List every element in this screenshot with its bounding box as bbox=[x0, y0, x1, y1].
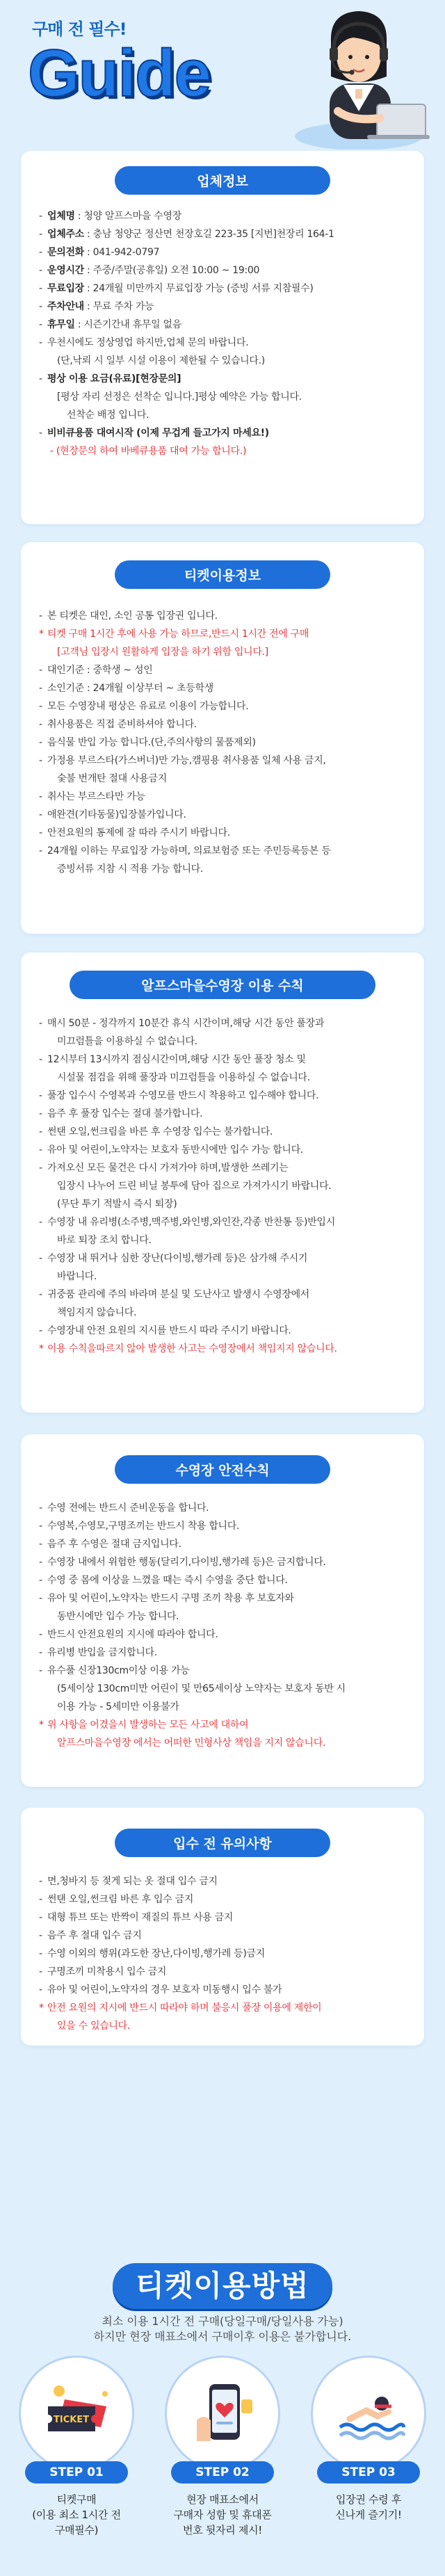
list-item: - 풀장 입수시 수영복과 수영모를 반드시 착용하고 입수해야 합니다. bbox=[39, 1087, 406, 1105]
swimmer-icon bbox=[336, 2379, 405, 2448]
list-item: 있을 수 있습니다. bbox=[57, 2020, 131, 2032]
ticket-info-list bbox=[21, 607, 424, 878]
list-item: - 무료입장 : 24개월 미만까지 무료입장 가능 (증빙 서류 지참필수) bbox=[39, 280, 406, 298]
howto-description: 최소 이용 1시간 전 구매(당일구매/당일사용 가능) 하지만 현장 매표소에서 구매이후 이용은 불가합니다. bbox=[93, 2315, 352, 2343]
before-entry-title: 입수 전 유의사항 bbox=[115, 1829, 330, 1857]
list-item: 선착순 배정 입니다. bbox=[67, 410, 149, 421]
list-item: - 수영장 내 뛰거나 심한 장난(다이빙,행가레 등)은 삼가해 주시기 bbox=[39, 1249, 406, 1267]
list-item: - 우천시에도 정상영업 하지만,업체 문의 바랍니다. bbox=[39, 334, 406, 352]
list-item: 미끄럼틀을 이용하실 수 없습니다. bbox=[57, 1036, 197, 1047]
step-3 bbox=[307, 2356, 430, 2522]
header-kicker: 구매 전 필수! bbox=[32, 19, 127, 39]
list-item: - 유아 및 어린이,노약자는 보호자 동반시에만 입수 가능 합니다. bbox=[39, 1141, 406, 1159]
list-item: - 비비큐용품 대여시작 (이제 무겁게 들고가지 마세요!) bbox=[39, 424, 406, 442]
step-2-badge: STEP 02 bbox=[171, 2461, 274, 2484]
list-item: - 업체주소 : 충남 청양군 정산면 천장호길 223-35 [지번]천장리 164-1 bbox=[39, 225, 406, 243]
list-item: - 모든 수영장내 평상은 유료로 이용이 가능합니다. bbox=[39, 697, 406, 715]
ticket-info-title: 티켓이용정보 bbox=[115, 560, 330, 589]
list-item: 바랍니다. bbox=[57, 1271, 97, 1282]
list-item: 동반시에만 입수 가능 합니다. bbox=[57, 1611, 179, 1622]
list-item: - 수영장 내 유리병(소주병,맥주병,와인병,와인잔,각종 반찬통 등)반입시 bbox=[39, 1213, 406, 1231]
header-title: Guide bbox=[28, 36, 211, 111]
list-item: - 24개월 이하는 무료입장 가능하며, 의료보험증 또는 주민등록등본 등 bbox=[39, 842, 406, 860]
list-item: - 유아 및 어린이,노약자는 반드시 구명 조끼 착용 후 보호자와 bbox=[39, 1589, 406, 1607]
list-item: 바로 퇴장 조치 합니다. bbox=[57, 1235, 152, 1246]
phone-icon bbox=[190, 2379, 259, 2448]
list-item: - 구명조끼 미착용시 입수 금지 bbox=[39, 1963, 406, 1981]
list-item: - 애완견(기타동물)입장불가입니다. bbox=[39, 806, 406, 824]
pool-rules-list bbox=[21, 1014, 424, 1358]
guide-header bbox=[0, 0, 445, 160]
list-item: - 소인기준 : 24개월 이상부터 ~ 초등학생 bbox=[39, 679, 406, 697]
list-item: * 위 사항을 어겼을시 발생하는 모든 사고에 대하여 bbox=[39, 1716, 406, 1734]
list-item: - 유리병 반입을 금지합니다. bbox=[39, 1644, 406, 1662]
ticket-icon bbox=[44, 2379, 113, 2448]
before-entry-card bbox=[21, 1808, 424, 2046]
list-item: 알프스마을수영장 에서는 어떠한 민형사상 책임을 지지 않습니다. bbox=[57, 1737, 326, 1749]
list-item: 시설물 점검을 위해 풀장과 미끄럼틀을 이용하실 수 없습니다. bbox=[57, 1072, 310, 1083]
list-item: - 수영 이외의 행위(과도한 장난,다이빙,행가레 등)금지 bbox=[39, 1945, 406, 1963]
list-item: * 티켓 구매 1시간 후에 사용 가능 하므로,반드시 1시간 전에 구매 bbox=[39, 625, 406, 643]
call-center-staff-icon bbox=[289, 0, 435, 149]
howto-title: 티켓이용방법 bbox=[113, 2263, 332, 2309]
step-2-description: 현장 매표소에서 구매자 성함 및 휴대폰 번호 뒷자리 제시! bbox=[173, 2493, 272, 2536]
list-item: - 수영 전에는 반드시 준비운동을 합니다. bbox=[39, 1499, 406, 1517]
list-item: - 음주 후 절대 입수 금지 bbox=[39, 1927, 406, 1945]
list-item: - 수영장 내에서 위험한 행동(달리기,다이빙,행가레 등)은 금지합니다. bbox=[39, 1553, 406, 1571]
step-3-badge: STEP 03 bbox=[317, 2461, 420, 2484]
list-item: - 본 티켓은 대인, 소인 공통 입장권 입니다. bbox=[39, 607, 406, 625]
safety-rules-title: 수영장 안전수칙 bbox=[115, 1455, 330, 1484]
list-item: - 매시 50분 - 정각까지 10분간 휴식 시간이며,해당 시간 동안 풀장과 bbox=[39, 1014, 406, 1032]
list-item: - 취사용품은 직접 준비하셔야 합니다. bbox=[39, 715, 406, 734]
list-item: * 안전 요원의 지시에 반드시 따라야 하며 불응시 풀장 이용에 제한이 bbox=[39, 1999, 406, 2017]
list-item: - 휴무일 : 시즌기간내 휴무일 없음 bbox=[39, 316, 406, 334]
list-item: 책임지지 않습니다. bbox=[57, 1307, 137, 1318]
list-item: - 수영복,수영모,구명조끼는 반드시 착용 합니다. bbox=[39, 1517, 406, 1535]
list-item: - 12시부터 13시까지 점심시간이며,해당 시간 동안 풀장 청소 및 bbox=[39, 1051, 406, 1069]
list-item: - 썬탠 오일,썬크림을 바른 후 수영장 입수는 불가합니다. bbox=[39, 1123, 406, 1141]
safety-rules-list bbox=[21, 1499, 424, 1752]
list-item: - 수영장내 안전 요원의 지시를 반드시 따라 주시기 바랍니다. bbox=[39, 1322, 406, 1340]
list-item: [평상 자리 선정은 선착순 입니다.]평상 예약은 가능 합니다. bbox=[57, 391, 302, 403]
list-item: - 가정용 부르스타(가스버너)만 가능,캠핑용 취사용품 일체 사용 금지, bbox=[39, 752, 406, 770]
step-1-description: 티켓구매 (이용 최소 1시간 전 구매필수) bbox=[32, 2493, 121, 2536]
list-item: - 취사는 부르스타만 가능 bbox=[39, 788, 406, 806]
venue-info-title: 업체정보 bbox=[115, 166, 330, 195]
pool-rules-title: 알프스마을수영장 이용 수칙 bbox=[70, 971, 375, 999]
svg-text:TICKET: TICKET bbox=[54, 2415, 90, 2425]
step-3-circle bbox=[311, 2356, 426, 2471]
step-1-badge: STEP 01 bbox=[25, 2461, 128, 2484]
step-3-description: 입장권 수령 후 신나게 즐기기! bbox=[335, 2493, 402, 2521]
list-item: - 음주 후 풀장 입수는 절대 불가합니다. bbox=[39, 1105, 406, 1123]
list-item: - 귀중품 관리에 주의 바라며 분실 및 도난사고 발생시 수영장에서 bbox=[39, 1286, 406, 1304]
list-item: - 썬탠 오일,썬크림 바른 후 입수 금지 bbox=[39, 1890, 406, 1909]
pool-rules-card bbox=[21, 953, 424, 1413]
list-item: - 평상 이용 요금(유료)[현장문의] bbox=[39, 370, 406, 388]
list-item: - 음주 후 수영은 절대 금지입니다. bbox=[39, 1535, 406, 1553]
list-item: - 대형 튜브 또는 반짝이 재질의 튜브 사용 금지 bbox=[39, 1909, 406, 1927]
list-item: - 대인기준 : 중학생 ~ 성인 bbox=[39, 661, 406, 679]
list-item: (단,낙뢰 시 일부 시설 이용이 제한될 수 있습니다.) bbox=[57, 355, 265, 366]
list-item: - 업체명 : 청양 알프스마을 수영장 bbox=[39, 207, 406, 225]
list-item: - 유아 및 어린이,노약자의 경우 보호자 미동행시 입수 불가 bbox=[39, 1981, 406, 1999]
ticket-info-card bbox=[21, 542, 424, 934]
safety-rules-card bbox=[21, 1434, 424, 1787]
list-item: - 면,청바지 등 젖게 되는 옷 절대 입수 금지 bbox=[39, 1872, 406, 1890]
list-item: 숯불 번개탄 절대 사용금지 bbox=[57, 773, 167, 784]
list-item: - 반드시 안전요원의 지시에 따라야 합니다. bbox=[39, 1626, 406, 1644]
step-1-circle bbox=[19, 2356, 134, 2471]
list-item: - 운영시간 : 주중/주말(공휴일) 오전 10:00 ~ 19:00 bbox=[39, 261, 406, 280]
list-item: 입장시 나누어 드린 비닐 봉투에 담아 집으로 가져가시기 바랍니다. bbox=[57, 1181, 332, 1192]
list-item: - 가져오신 모든 물건은 다시 가져가야 하며,발생한 쓰레기는 bbox=[39, 1159, 406, 1177]
list-item: * 이용 수칙을따르지 않아 발생한 사고는 수영장에서 책임지지 않습니다. bbox=[39, 1340, 406, 1358]
before-entry-list bbox=[21, 1872, 424, 2035]
list-item: 이용 가능 - 5세미만 이용불가 bbox=[57, 1701, 179, 1712]
list-item: - 안전요원의 통제에 잘 따라 주시기 바랍니다. bbox=[39, 824, 406, 842]
list-item: 증빙서류 지참 시 적용 가능 합니다. bbox=[57, 864, 204, 875]
venue-info-list bbox=[21, 207, 424, 460]
step-2-circle bbox=[165, 2356, 280, 2471]
venue-info-card bbox=[21, 151, 424, 524]
list-item: - 음식물 반입 가능 합니다.(단,주의사항의 물품제외) bbox=[39, 734, 406, 752]
list-item: (5세이상 130cm미만 어린이 및 만65세이상 노약자는 보호자 동반 시 bbox=[57, 1683, 346, 1694]
step-2 bbox=[161, 2356, 284, 2538]
list-item: - 주차안내 : 무료 주차 가능 bbox=[39, 298, 406, 316]
step-1 bbox=[15, 2356, 138, 2538]
list-item: - 유수풀 신장130cm이상 이용 가능 bbox=[39, 1662, 406, 1680]
list-item: - 문의전화 : 041-942-0797 bbox=[39, 243, 406, 261]
list-item: (무단 투기 적발시 즉시 퇴장) bbox=[57, 1199, 177, 1210]
list-item: - (현장문의 하여 바베큐용품 대여 가능 합니다.) bbox=[50, 446, 247, 457]
list-item: [고객님 입장시 원활하게 입장을 하기 위함 입니다.] bbox=[57, 647, 268, 658]
list-item: - 수영 중 몸에 이상을 느꼈을 때는 즉시 수영을 중단 합니다. bbox=[39, 1571, 406, 1589]
